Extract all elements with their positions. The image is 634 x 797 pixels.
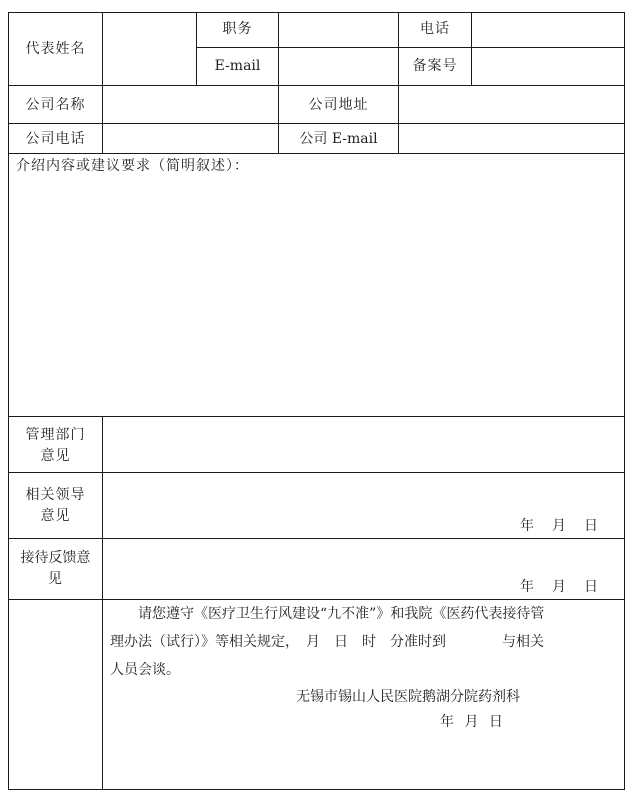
email-field[interactable] — [279, 48, 398, 85]
intro-label: 介绍内容或建议要求（简明叙述）： — [16, 158, 249, 174]
feedback-date: 年 月 日 — [520, 579, 600, 595]
feedback-label-2: 见 — [48, 571, 63, 587]
filing-no-field[interactable] — [472, 48, 624, 85]
company-address-label: 公司地址 — [308, 97, 369, 113]
rule — [624, 12, 625, 790]
notice-line-3: 人员会谈。 — [110, 662, 180, 678]
company-email-field[interactable] — [399, 124, 624, 153]
feedback-label: 接待反馈意 — [20, 550, 91, 566]
notice-line-1: 请您遵守《医疗卫生行风建设“九不准”》和我院《医药代表接待管 — [138, 606, 545, 622]
rule — [8, 789, 625, 790]
signature-org: 无锡市锡山人民医院鹅湖分院药剂科 — [296, 689, 520, 705]
signature-date: 年 月 日 — [440, 714, 506, 730]
company-phone-field[interactable] — [103, 124, 278, 153]
dept-opinion-label-2: 意见 — [40, 448, 71, 464]
phone-field[interactable] — [472, 13, 624, 47]
intro-textarea[interactable] — [9, 176, 624, 416]
dept-opinion-field[interactable] — [103, 417, 624, 472]
leader-opinion-date: 年 月 日 — [520, 518, 600, 534]
company-address-field[interactable] — [399, 86, 624, 123]
rule — [8, 153, 625, 154]
filing-no-label: 备案号 — [412, 58, 458, 74]
company-name-field[interactable] — [103, 86, 278, 123]
phone-label: 电话 — [420, 21, 450, 37]
leader-opinion-label: 相关领导 — [25, 487, 86, 503]
rep-name-field[interactable] — [103, 13, 196, 85]
company-phone-label: 公司电话 — [25, 131, 86, 147]
position-field[interactable] — [279, 13, 398, 47]
leader-opinion-label-2: 意见 — [40, 508, 71, 524]
position-label: 职务 — [222, 21, 253, 37]
rep-name-label: 代表姓名 — [25, 41, 86, 57]
dept-opinion-label: 管理部门 — [25, 427, 86, 443]
email-label: E-mail — [214, 58, 261, 74]
company-name-label: 公司名称 — [25, 97, 86, 113]
company-email-label: 公司 E-mail — [299, 131, 378, 147]
notice-line-2: 理办法（试行）》等相关规定， 月 日 时 分准时到 与相关 — [110, 634, 544, 650]
rule — [8, 599, 625, 600]
